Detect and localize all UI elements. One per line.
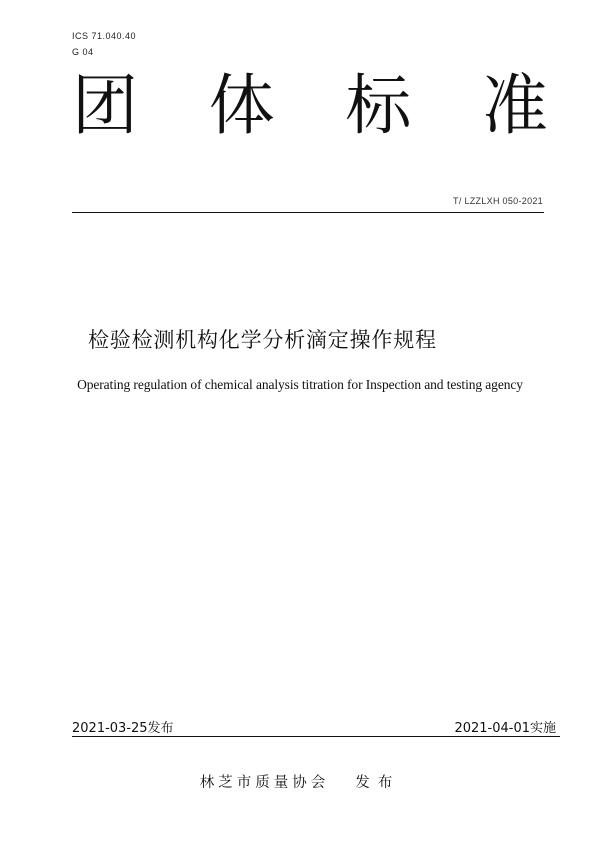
standard-number: T/ LZZLXH 050-2021	[453, 196, 543, 206]
title-chinese: 检验检测机构化学分析滴定操作规程	[88, 328, 437, 352]
publisher-name: 林芝市质量协会	[199, 775, 330, 791]
publisher-line	[0, 771, 600, 792]
title-english: Operating regulation of chemical analysis titration for Inspection and testing agency	[77, 377, 523, 392]
footer-divider	[72, 736, 560, 737]
document-type-char: 标	[345, 67, 412, 144]
document-type-char: 团	[72, 67, 138, 144]
header-divider	[72, 212, 544, 213]
issue-date: 2021-03-25发布	[72, 721, 174, 736]
implementation-date: 2021-04-01实施	[454, 721, 556, 736]
document-type-title	[72, 66, 548, 146]
publish-label: 发布	[355, 775, 401, 791]
ccs-code: G 04	[72, 47, 94, 57]
document-type-char: 体	[208, 67, 275, 144]
ics-code: ICS 71.040.40	[72, 31, 137, 41]
document-type-char: 准	[481, 67, 548, 144]
